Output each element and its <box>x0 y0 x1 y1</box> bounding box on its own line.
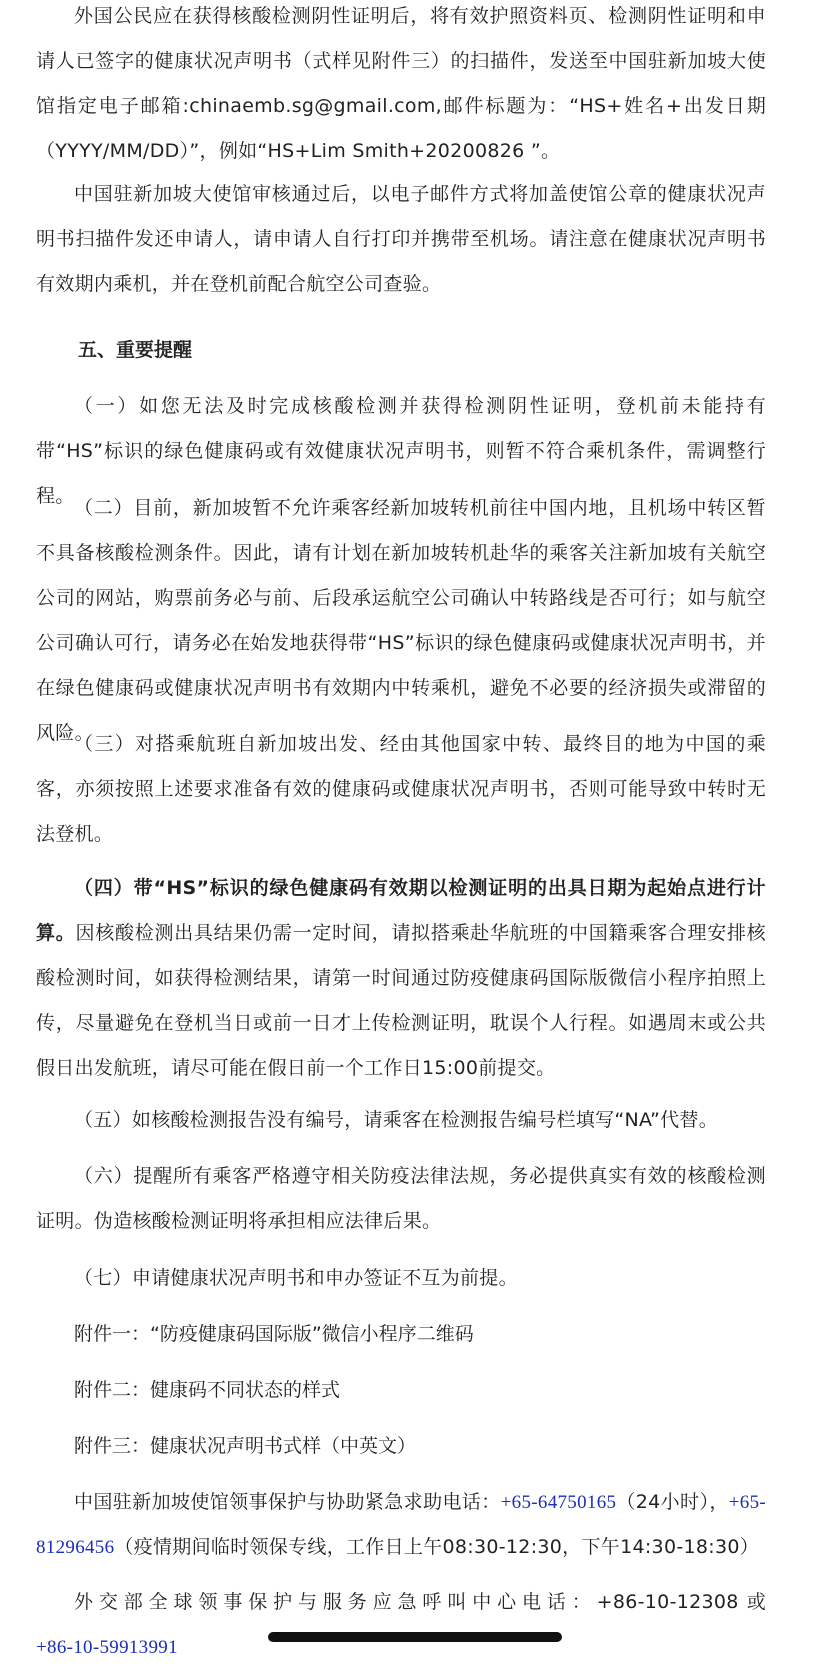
reminder-6: （六）提醒所有乘客严格遵守相关防疫法律法规，务必提供真实有效的核酸检测证明。伪造核酸检测证明将承担相应法律后果。 <box>36 1165 766 1232</box>
reminder-5: （五）如核酸检测报告没有编号，请乘客在检测报告编号栏填写“NA”代替。 <box>74 1109 719 1131</box>
reminder-4 <box>36 866 766 1091</box>
paragraph-review: 中国驻新加坡大使馆审核通过后，以电子邮件方式将加盖使馆公章的健康状况声明书扫描件发还申请人，请申请人自行打印并携带至机场。请注意在健康状况声明书有效期内乘机，并在登机前配合航空公司查验。 <box>36 183 766 295</box>
contact-embassy-note: （疫情期间临时领保专线，工作日上午08:30-12:30，下午14:30-18:30） <box>114 1536 760 1558</box>
reminder-1: （一）如您无法及时完成核酸检测并获得检测阴性证明，登机前未能持有带“HS”标识的绿色健康码或有效健康状况声明书，则暂不符合乘机条件，需调整行程。 <box>36 395 766 507</box>
attachment-2: 附件二：健康码不同状态的样式 <box>74 1379 341 1401</box>
contact-mfa-or: 或 <box>738 1591 766 1613</box>
home-indicator[interactable] <box>268 1632 562 1642</box>
reminder-4-rest: 因核酸检测出具结果仍需一定时间，请拟搭乘赴华航班的中国籍乘客合理安排核酸检测时间，如获得检测结果，请第一时间通过防疫健康码国际版微信小程序拍照上传，尽量避免在登机当日或前一日才上传检测证明，耽误个人行程。如遇周末或公共假日出发航班，请尽可能在假日前一个工作日15:00前提交。 <box>36 922 766 1079</box>
mfa-hotline: +86-10-12308 <box>596 1591 739 1613</box>
embassy-hotline-link[interactable]: +65-64750165 <box>500 1492 617 1513</box>
reminder-4-bold: （四）带“HS”标识的绿色健康码有效期以检测证明的出具日期为起始点进行计算。 <box>36 877 766 944</box>
contact-embassy <box>36 1480 766 1570</box>
reminder-3: （三）对搭乘航班自新加坡出发、经由其他国家中转、最终目的地为中国的乘客，亦须按照上述要求准备有效的健康码或健康状况声明书，否则可能导致中转时无法登机。 <box>36 733 766 845</box>
contact-embassy-hours: （24小时）， <box>616 1491 729 1513</box>
attachment-3: 附件三：健康状况声明书式样（中英文） <box>74 1435 417 1457</box>
contact-mfa-label: 外交部全球领事保护与服务应急呼叫中心电话： <box>74 1591 597 1613</box>
paragraph-submission: 外国公民应在获得核酸检测阴性证明后，将有效护照资料页、检测阴性证明和申请人已签字的健康状况声明书（式样见附件三）的扫描件，发送至中国驻新加坡大使馆指定电子邮箱:chinaemb.sg@gmail.com,邮件标题为：“HS+姓名+出发日期（YYYY/MM/DD）”，例如“HS+Lim Smith+20200826 ”。 <box>36 5 766 162</box>
reminder-7: （七）申请健康状况声明书和申办签证不互为前提。 <box>74 1267 518 1289</box>
attachment-1: 附件一：“防疫健康码国际版”微信小程序二维码 <box>74 1323 474 1345</box>
mfa-hotline-link[interactable]: +86-10-59913991 <box>36 1637 178 1658</box>
section-heading-reminders: 五、重要提醒 <box>78 339 193 361</box>
reminder-2: （二）目前，新加坡暂不允许乘客经新加坡转机前往中国内地，且机场中转区暂不具备核酸检测条件。因此，请有计划在新加坡转机赴华的乘客关注新加坡有关航空公司的网站，购票前务必与前、后段承运航空公司确认中转路线是否可行；如与航空公司确认可行，请务必在始发地获得带“HS”标识的绿色健康码或健康状况声明书，并在绿色健康码或健康状况声明书有效期内中转乘机，避免不必要的经济损失或滞留的风险。 <box>36 497 766 744</box>
embassy-temporary-hotline-link[interactable]: +65-81296456 <box>36 1492 766 1558</box>
contact-embassy-label: 中国驻新加坡使馆领事保护与协助紧急求助电话： <box>74 1491 501 1513</box>
contact-mfa <box>36 1580 766 1670</box>
